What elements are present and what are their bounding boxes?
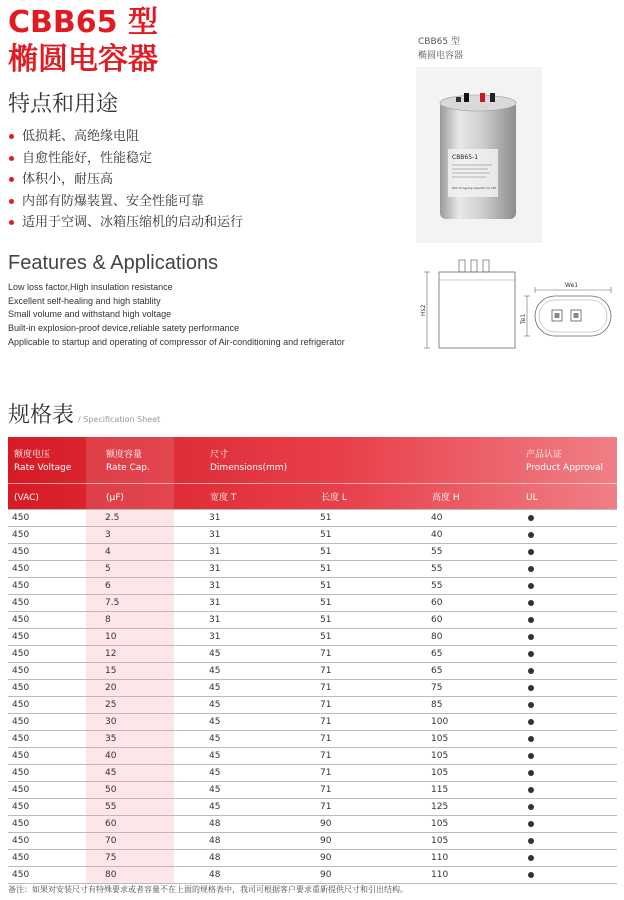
- cell-length: 71: [320, 734, 332, 744]
- table-row: [8, 544, 617, 561]
- table-row: [8, 561, 617, 578]
- cell-capacity: 5: [105, 564, 111, 574]
- cell-voltage: 450: [12, 666, 30, 676]
- width-label: We1: [565, 282, 579, 289]
- cell-height: 80: [431, 632, 443, 642]
- cell-length: 51: [320, 547, 332, 557]
- list-item: [8, 212, 243, 234]
- ul-certified-dot-icon: [528, 583, 534, 589]
- cell-width: 45: [209, 666, 221, 676]
- header-height: 高度 H: [432, 493, 460, 503]
- table-row: [8, 578, 617, 595]
- cell-voltage: 450: [12, 683, 30, 693]
- product-title: [8, 4, 158, 78]
- table-row: [8, 680, 617, 697]
- ul-certified-dot-icon: [528, 753, 534, 759]
- cell-width: 48: [209, 870, 221, 880]
- ul-certified-dot-icon: [528, 787, 534, 793]
- cell-voltage: 450: [12, 785, 30, 795]
- cell-length: 90: [320, 853, 332, 863]
- cell-length: 51: [320, 598, 332, 608]
- features-en-list: [8, 281, 345, 350]
- cell-height: 60: [431, 598, 443, 608]
- ul-certified-dot-icon: [528, 719, 534, 725]
- header-approval-unit: UL: [526, 493, 538, 503]
- table-row: [8, 816, 617, 833]
- bullet-icon: [9, 156, 14, 161]
- cell-height: 115: [431, 785, 449, 795]
- header-width: 宽度 T: [210, 493, 237, 503]
- cell-width: 45: [209, 683, 221, 693]
- cell-length: 51: [320, 615, 332, 625]
- cell-width: 31: [209, 598, 221, 608]
- header-dimensions: [210, 449, 287, 475]
- ul-certified-dot-icon: [528, 685, 534, 691]
- cell-capacity: 4: [105, 547, 111, 557]
- dimension-drawing: [415, 252, 619, 352]
- table-row: [8, 833, 617, 850]
- capacitor-image: [416, 67, 542, 243]
- cell-height: 85: [431, 700, 443, 710]
- dimension-diagram: [415, 252, 619, 352]
- bullet-icon: [9, 134, 14, 139]
- cell-width: 45: [209, 785, 221, 795]
- cell-height: 40: [431, 513, 443, 523]
- cell-height: 65: [431, 649, 443, 659]
- cell-width: 31: [209, 513, 221, 523]
- cell-height: 60: [431, 615, 443, 625]
- ul-certified-dot-icon: [528, 651, 534, 657]
- list-item: [8, 126, 243, 148]
- cell-voltage: 450: [12, 853, 30, 863]
- ul-certified-dot-icon: [528, 736, 534, 742]
- cell-width: 31: [209, 547, 221, 557]
- cell-width: 48: [209, 836, 221, 846]
- cell-height: 105: [431, 751, 449, 761]
- cell-height: 65: [431, 666, 443, 676]
- cell-width: 31: [209, 530, 221, 540]
- cell-capacity: 3: [105, 530, 111, 540]
- list-item-text: 内部有防爆装置、安全性能可靠: [22, 193, 205, 209]
- ul-certified-dot-icon: [528, 838, 534, 844]
- header-divider: [8, 483, 617, 484]
- table-row: [8, 612, 617, 629]
- cell-height: 110: [431, 853, 449, 863]
- capacitor-photo: [416, 67, 542, 243]
- header-capacity-cn: 额度容量: [106, 450, 143, 460]
- header-approval: [526, 449, 603, 475]
- height-label: Hs2: [420, 304, 427, 316]
- spec-heading-en: / Specification Sheet: [78, 415, 161, 424]
- cell-length: 51: [320, 513, 332, 523]
- title-line1: CBB65 型: [8, 5, 158, 40]
- table-row: [8, 697, 617, 714]
- cell-height: 75: [431, 683, 443, 693]
- cell-voltage: 450: [12, 734, 30, 744]
- cell-length: 90: [320, 870, 332, 880]
- cell-height: 110: [431, 870, 449, 880]
- cell-capacity: 25: [105, 700, 117, 710]
- cell-capacity: 35: [105, 734, 117, 744]
- cell-capacity: 15: [105, 666, 117, 676]
- ul-certified-dot-icon: [528, 855, 534, 861]
- cell-capacity: 7.5: [105, 598, 120, 608]
- header-dimensions-en: Dimensions(mm): [210, 463, 288, 473]
- cell-length: 51: [320, 581, 332, 591]
- ul-certified-dot-icon: [528, 617, 534, 623]
- ul-certified-dot-icon: [528, 549, 534, 555]
- ul-certified-dot-icon: [528, 702, 534, 708]
- table-row: [8, 765, 617, 782]
- table-row: [8, 663, 617, 680]
- cell-length: 71: [320, 802, 332, 812]
- cell-capacity: 75: [105, 853, 117, 863]
- cell-length: 71: [320, 666, 332, 676]
- cell-length: 90: [320, 836, 332, 846]
- ul-certified-dot-icon: [528, 532, 534, 538]
- header-length: 长度 L: [321, 493, 347, 503]
- cell-length: 71: [320, 683, 332, 693]
- cell-voltage: 450: [12, 547, 30, 557]
- cell-voltage: 450: [12, 836, 30, 846]
- ul-certified-dot-icon: [528, 566, 534, 572]
- cell-width: 45: [209, 768, 221, 778]
- cell-length: 51: [320, 564, 332, 574]
- cell-voltage: 450: [12, 870, 30, 880]
- cell-width: 45: [209, 751, 221, 761]
- cell-length: 71: [320, 751, 332, 761]
- header-approval-en: Product Approval: [526, 463, 603, 473]
- table-row: [8, 850, 617, 867]
- photo-caption: [418, 35, 463, 63]
- cell-capacity: 80: [105, 870, 117, 880]
- table-row: [8, 748, 617, 765]
- cell-width: 45: [209, 717, 221, 727]
- list-item-text: 低损耗、高绝缘电阻: [22, 129, 140, 144]
- cell-voltage: 450: [12, 802, 30, 812]
- cell-height: 100: [431, 717, 449, 727]
- ul-certified-dot-icon: [528, 634, 534, 640]
- cell-length: 71: [320, 785, 332, 795]
- list-item: Excellent self-healing and high stablity: [8, 295, 161, 306]
- ul-certified-dot-icon: [528, 668, 534, 674]
- footnote: 备注：如果对安装尺寸有特殊要求或者容量不在上面的规格表中，我司可根据客户要求重新提供尺寸和引出结构。: [8, 885, 408, 894]
- cell-voltage: 450: [12, 717, 30, 727]
- table-row: [8, 509, 617, 527]
- cell-length: 71: [320, 768, 332, 778]
- photo-caption-line1: CBB65 型: [418, 37, 460, 47]
- title-line2: 椭圆电容器: [8, 42, 158, 77]
- cell-capacity: 10: [105, 632, 117, 642]
- list-item-text: 体积小，耐压高: [22, 172, 114, 187]
- depth-label: Te1: [520, 313, 527, 324]
- cell-height: 105: [431, 819, 449, 829]
- cell-width: 45: [209, 734, 221, 744]
- cell-height: 105: [431, 836, 449, 846]
- cell-voltage: 450: [12, 700, 30, 710]
- table-body: [8, 509, 617, 884]
- cell-capacity: 8: [105, 615, 111, 625]
- table-row: [8, 527, 617, 544]
- cell-width: 31: [209, 564, 221, 574]
- cell-voltage: 450: [12, 649, 30, 659]
- cell-width: 45: [209, 649, 221, 659]
- list-item: Low loss factor,High insulation resistance: [8, 282, 173, 292]
- cell-width: 45: [209, 700, 221, 710]
- features-cn-heading: 特点和用途: [8, 92, 119, 117]
- cell-length: 51: [320, 530, 332, 540]
- cell-voltage: 450: [12, 513, 30, 523]
- table-row: [8, 799, 617, 816]
- spec-table: [8, 437, 617, 884]
- cell-voltage: 450: [12, 598, 30, 608]
- cell-capacity: 6: [105, 581, 111, 591]
- cell-capacity: 55: [105, 802, 117, 812]
- cell-length: 71: [320, 717, 332, 727]
- cell-height: 40: [431, 530, 443, 540]
- header-voltage-cn: 额度电压: [14, 450, 51, 460]
- cell-voltage: 450: [12, 615, 30, 625]
- list-item: Applicable to startup and operating of compressor of Air-conditioning and refrigerator: [8, 336, 345, 347]
- cell-length: 90: [320, 819, 332, 829]
- cell-voltage: 450: [12, 768, 30, 778]
- cell-width: 45: [209, 802, 221, 812]
- cell-voltage: 450: [12, 530, 30, 540]
- cell-height: 55: [431, 547, 443, 557]
- spec-heading: [8, 398, 160, 429]
- cell-width: 31: [209, 581, 221, 591]
- cell-capacity: 30: [105, 717, 117, 727]
- features-en-heading: Features & Applications: [8, 252, 219, 274]
- list-item-text: 适用于空调、冰箱压缩机的启动和运行: [22, 215, 244, 230]
- cell-length: 71: [320, 649, 332, 659]
- table-header: [8, 437, 617, 509]
- table-row: [8, 731, 617, 748]
- list-item: [8, 191, 243, 213]
- photo-label-model: CBB65-1: [452, 154, 479, 161]
- header-voltage-unit: (VAC): [14, 493, 39, 503]
- cell-voltage: 450: [12, 751, 30, 761]
- table-row: [8, 646, 617, 663]
- cell-voltage: 450: [12, 632, 30, 642]
- cell-length: 71: [320, 700, 332, 710]
- bullet-icon: [9, 199, 14, 204]
- table-row: [8, 629, 617, 646]
- bullet-icon: [9, 220, 14, 225]
- list-item: Small volume and withstand high voltage: [8, 309, 172, 320]
- cell-capacity: 2.5: [105, 513, 120, 523]
- cell-capacity: 20: [105, 683, 117, 693]
- cell-capacity: 60: [105, 819, 117, 829]
- cell-width: 31: [209, 615, 221, 625]
- list-item: [8, 169, 243, 191]
- header-approval-cn: 产品认证: [526, 450, 563, 460]
- table-row: [8, 595, 617, 612]
- cell-voltage: 450: [12, 581, 30, 591]
- cell-capacity: 40: [105, 751, 117, 761]
- cell-height: 55: [431, 564, 443, 574]
- ul-certified-dot-icon: [528, 804, 534, 810]
- cell-capacity: 50: [105, 785, 117, 795]
- cell-length: 51: [320, 632, 332, 642]
- header-voltage: [14, 449, 71, 475]
- cell-height: 105: [431, 768, 449, 778]
- table-row: [8, 867, 617, 884]
- photo-caption-line2: 椭圆电容器: [418, 51, 464, 61]
- cell-capacity: 12: [105, 649, 117, 659]
- header-capacity-unit: (μF): [106, 493, 124, 503]
- header-capacity-en: Rate Cap.: [106, 463, 150, 473]
- list-item: Built-in explosion-proof device,reliable satety performance: [8, 323, 240, 334]
- photo-label-text: Wuxi Hongyang Capacitor Co.,LTD: [452, 187, 497, 190]
- header-capacity: [106, 449, 150, 475]
- list-item: [8, 148, 243, 170]
- cell-height: 105: [431, 734, 449, 744]
- header-voltage-en: Rate Voltage: [14, 463, 72, 473]
- cell-height: 55: [431, 581, 443, 591]
- cell-capacity: 70: [105, 836, 117, 846]
- ul-certified-dot-icon: [528, 600, 534, 606]
- cell-voltage: 450: [12, 564, 30, 574]
- ul-certified-dot-icon: [528, 821, 534, 827]
- cell-voltage: 450: [12, 819, 30, 829]
- header-dimensions-cn: 尺寸: [210, 450, 229, 460]
- table-row: [8, 714, 617, 731]
- ul-certified-dot-icon: [528, 872, 534, 878]
- table-row: [8, 782, 617, 799]
- features-cn-list: [8, 126, 243, 234]
- cell-capacity: 45: [105, 768, 117, 778]
- ul-certified-dot-icon: [528, 770, 534, 776]
- cell-width: 48: [209, 819, 221, 829]
- list-item-text: 自愈性能好，性能稳定: [22, 150, 153, 166]
- spec-heading-cn: 规格表: [8, 403, 75, 428]
- cell-width: 31: [209, 632, 221, 642]
- cell-height: 125: [431, 802, 449, 812]
- ul-certified-dot-icon: [528, 515, 534, 521]
- cell-width: 48: [209, 853, 221, 863]
- bullet-icon: [9, 177, 14, 182]
